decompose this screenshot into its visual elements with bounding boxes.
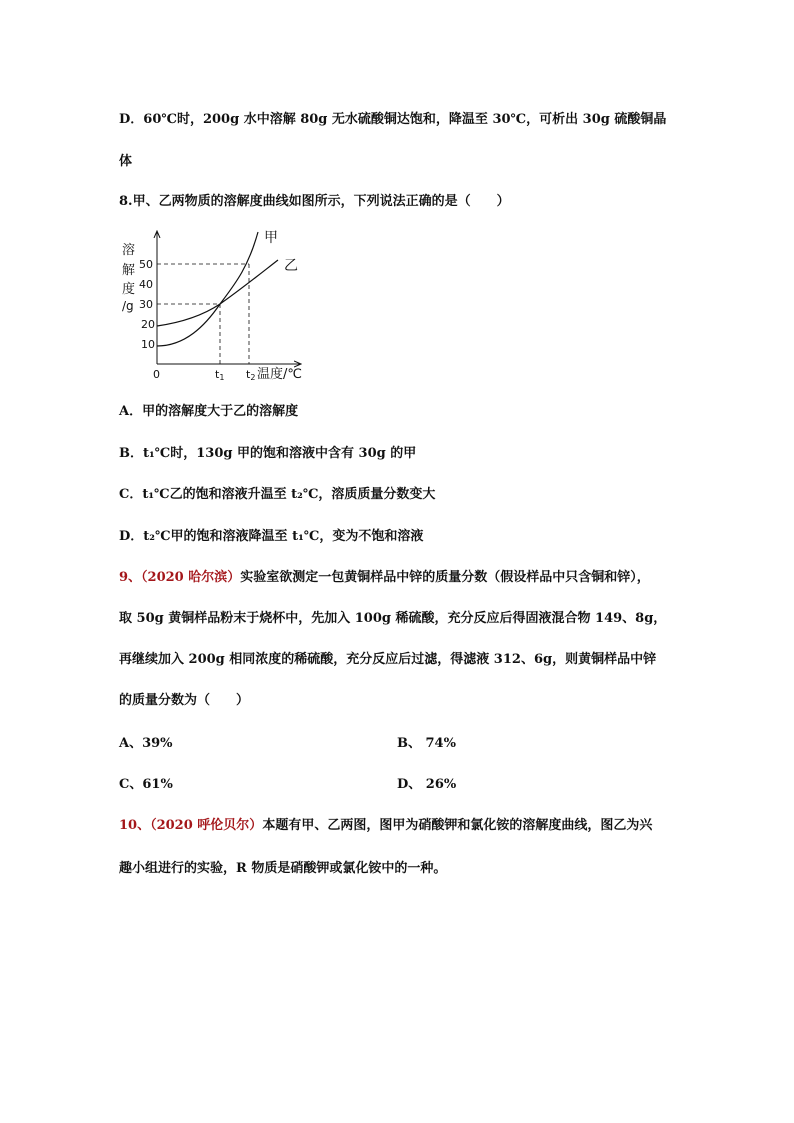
x-axis-label: 温度/℃ [257,367,302,382]
q9-number: 9、 [119,570,142,585]
y-tick-30: 30 [139,298,153,311]
q9-option-b[interactable]: B、 74% [397,736,456,751]
y-label-1: 溶 [122,243,136,258]
q9-option-c[interactable]: C、61% [119,777,173,792]
q8-option-b[interactable]: B．t₁℃时，130g 甲的饱和溶液中含有 30g 的甲 [119,446,417,461]
q7-option-d-line2: 体 [119,154,133,169]
q8-option-d[interactable]: D．t₂℃甲的饱和溶液降温至 t₁℃，变为不饱和溶液 [119,529,424,544]
q10-line2: 趣小组进行的实验，R 物质是硝酸钾或氯化铵中的一种。 [119,861,447,876]
q9-line4: 的质量分数为（ ） [119,693,250,708]
q10-source: （2020 呼伦贝尔） [150,818,263,833]
series-label-yi: 乙 [284,258,298,274]
y-label-2: 解 [122,263,136,278]
q10-line1-text: 本题有甲、乙两图，图甲为硝酸钾和氯化铵的溶解度曲线，图乙为兴 [262,818,653,833]
x-label-t1: t1 [215,368,225,382]
series-label-jia: 甲 [264,230,278,246]
curve-jia [157,232,258,346]
q8-stem: 8.甲、乙两物质的溶解度曲线如图所示，下列说法正确的是（ ） [119,194,510,209]
q10-line1 [119,818,652,834]
origin-label: 0 [153,368,160,381]
q9-option-d[interactable]: D、 26% [397,777,457,792]
y-tick-40: 40 [139,278,153,291]
q8-option-c[interactable]: C．t₁℃乙的饱和溶液升温至 t₂℃，溶质质量分数变大 [119,487,436,502]
y-tick-10: 10 [141,338,155,351]
y-label-3: 度 [122,282,136,297]
y-label-4: /g [122,299,134,313]
q7-option-d-line1: D．60℃时，200g 水中溶解 80g 无水硫酸铜达饱和，降温至 30℃，可析出 30g 硫酸铜晶 [119,112,667,127]
q8-option-a[interactable]: A．甲的溶解度大于乙的溶解度 [119,404,299,419]
q9-option-a[interactable]: A、39% [119,736,173,751]
q9-line2: 取 50g 黄铜样品粉末于烧杯中，先加入 100g 稀硫酸，充分反应后得固液混合物 149、8g， [119,611,667,626]
q10-number: 10、 [119,818,151,833]
q9-line1 [119,570,650,586]
curve-yi [157,260,278,326]
y-tick-20: 20 [141,318,155,331]
y-tick-50: 50 [139,258,153,271]
q9-source: （2020 哈尔滨） [141,570,241,585]
q9-line3: 再继续加入 200g 相同浓度的稀硫酸，充分反应后过滤，得滤液 312、6g，则黄铜样品中锌 [119,652,657,667]
x-label-t2: t2 [246,368,256,382]
q9-line1-text: 实验室欲测定一包黄铜样品中锌的质量分数（假设样品中只含铜和锌）， [240,570,650,585]
solubility-curve-graph [110,226,310,384]
